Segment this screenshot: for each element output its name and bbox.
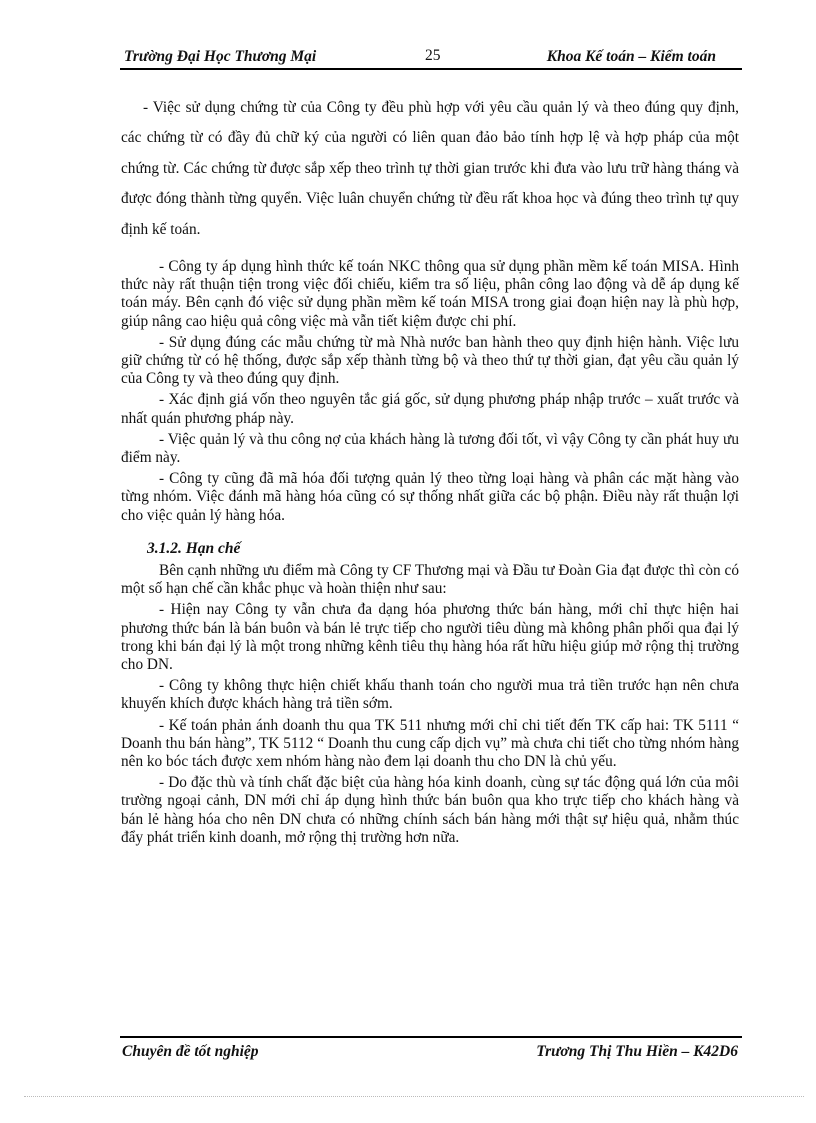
body-content — [121, 258, 739, 850]
limitation-item: - Công ty không thực hiện chiết khấu thanh toán cho người mua trả tiền trước hạn nên chưa khuyến khích được khách hàng trả tiền sớm. — [121, 677, 739, 713]
page-header — [120, 46, 742, 70]
advantage-item: - Việc quản lý và thu công nợ của khách hàng là tương đối tốt, vì vậy Công ty cần phát huy ưu điểm này. — [121, 430, 739, 467]
page-bottom-divider — [24, 1096, 804, 1097]
intro-paragraph: - Việc sử dụng chứng từ của Công ty đều phù hợp với yêu cầu quản lý và theo đúng quy định, các chứng từ có đầy đủ chữ ký của người có liên quan đảo bảo tính hợp lệ và hợp pháp của một chứng từ. Các chứng từ được sắp xếp theo trình tự thời gian trước khi đưa vào lưu trữ hàng tháng và được đóng thành từng quyển. Việc luân chuyển chứng từ đều rất khoa học và đúng theo trình tự quy định kế toán. — [121, 99, 739, 238]
limitation-item: - Kế toán phản ánh doanh thu qua TK 511 nhưng mới chỉ chi tiết đến TK cấp hai: TK 5111 “ Doanh thu bán hàng”, TK 5112 “ Doanh thu cung cấp dịch vụ” mà chưa chi tiết cho từng nhóm hàng nên ko bóc tách được xem nhóm hàng nào đem lại doanh thu cho DN là chủ yếu. — [121, 716, 739, 771]
header-school: Trường Đại Học Thương Mại — [124, 48, 317, 65]
advantage-item: - Công ty cũng đã mã hóa đối tượng quản lý theo từng loại hàng và phân các mặt hàng vào từng nhóm. Việc đánh mã hàng hóa cũng có sự thống nhất giữa các bộ phận. Điều này rất thuận lợi cho việc quản lý hàng hóa. — [121, 470, 739, 524]
advantage-item: - Xác định giá vốn theo nguyên tắc giá gốc, sử dụng phương pháp nhập trước – xuất trước và nhất quán phương pháp này. — [121, 391, 739, 427]
limitations-intro: Bên cạnh những ưu điểm mà Công ty CF Thương mại và Đầu tư Đoàn Gia đạt được thì còn có một số hạn chế cần khắc phục và hoàn thiện như sau: — [121, 562, 739, 598]
advantage-item: - Công ty áp dụng hình thức kế toán NKC thông qua sử dụng phần mềm kế toán MISA. Hình thức này rất thuận tiện trong việc đối chiếu, kiểm tra số liệu, phân công lao động và dễ áp dụng kế toán máy. Bên cạnh đó việc sử dụng phần mềm kế toán MISA trong giai đoạn hiện nay là phù hợp, giúp nâng cao hiệu quả công việc mà vẫn tiết kiệm được chi phí. — [121, 258, 739, 330]
page-footer — [120, 1036, 742, 1064]
header-faculty: Khoa Kế toán – Kiểm toán — [546, 48, 716, 65]
advantage-item: - Sử dụng đúng các mẫu chứng từ mà Nhà nước ban hành theo quy định hiện hành. Việc lưu giữ chứng từ có hệ thống, được sắp xếp thành từng bộ và theo thứ tự thời gian, đạt yêu cầu quản lý của Công ty và theo đúng quy định. — [121, 333, 739, 388]
footer-author: Trương Thị Thu Hiền – K42D6 — [536, 1043, 738, 1060]
section-heading: 3.1.2. Hạn chế — [147, 539, 241, 557]
limitation-item: - Do đặc thù và tính chất đặc biệt của hàng hóa kinh doanh, cùng sự tác động quá lớn của môi trường ngoại cảnh, DN mới chỉ áp dụng hình thức bán buôn qua kho trực tiếp cho khách hàng và bán lẻ hàng hóa cho nên DN chưa có những chính sách bán hàng mới thật sự hiệu quả, nhằm thúc đẩy phát triển kinh doanh, mở rộng thị trường hơn nữa. — [121, 774, 739, 846]
footer-title: Chuyên đề tốt nghiệp — [122, 1043, 259, 1060]
header-page-number: 25 — [425, 47, 441, 64]
limitation-item: - Hiện nay Công ty vẫn chưa đa dạng hóa phương thức bán hàng, mới chỉ thực hiện hai phương thức bán là bán buôn và bán lẻ trực tiếp cho người tiêu dùng mà không phân phối qua đại lý trong khi bán đại lý là một trong những kênh tiêu thụ hàng hóa rất hữu hiệu giúp mở rộng thị trường cho DN. — [121, 601, 739, 674]
